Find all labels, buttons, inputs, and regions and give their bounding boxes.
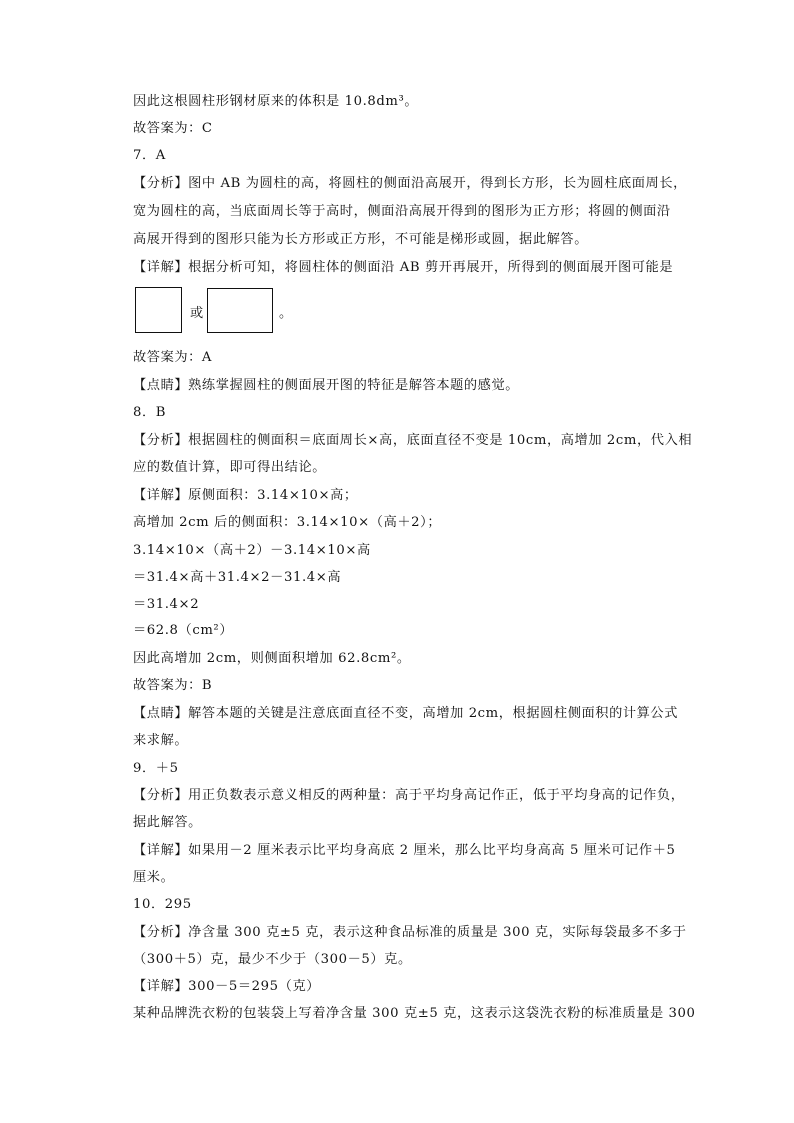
- net-figure: [135, 287, 335, 335]
- text-line: 据此解答。: [133, 815, 202, 830]
- text-line: 厘米。: [133, 870, 175, 885]
- text-line: 高展开得到的图形只能为长方形或正方形，不可能是梯形或圆，据此解答。: [133, 232, 588, 247]
- text-line: 【详解】如果用－2 厘米表示比平均身高底 2 厘米，那么比平均身高高 5 厘米可记作＋5: [133, 843, 676, 858]
- text-line: （300＋5）克，最少不少于（300－5）克。: [133, 952, 412, 967]
- text-line: 3.14×10×（高＋2）－3.14×10×高: [133, 543, 371, 558]
- text-line: 【点睛】解答本题的关键是注意底面直径不变，高增加 2cm，根据圆柱侧面积的计算公式: [133, 706, 679, 721]
- question-number: 9．＋5: [133, 761, 179, 776]
- text-line: 【分析】净含量 300 克±5 克，表示这种食品标准的质量是 300 克，实际每袋最多不多于: [133, 925, 687, 940]
- text-line: 【分析】用正负数表示意义相反的两种量：高于平均身高记作正，低于平均身高的记作负，: [133, 788, 685, 803]
- text-line: 来求解。: [133, 733, 189, 748]
- text-line: ＝62.8（cm²）: [133, 623, 234, 638]
- question-number: 10．295: [133, 897, 192, 912]
- text-line: 【详解】根据分析可知，将圆柱体的侧面沿 AB 剪开再展开，所得到的侧面展开图可能是: [133, 260, 674, 275]
- text-line: 因此高增加 2cm，则侧面积增加 62.8cm²。: [133, 651, 411, 666]
- text-line: 故答案为：A: [133, 350, 213, 365]
- text-line: 某种品牌洗衣粉的包装袋上写着净含量 300 克±5 克，这表示这袋洗衣粉的标准质量是 300: [133, 1006, 696, 1021]
- text-line: 高增加 2cm 后的侧面积：3.14×10×（高＋2）；: [133, 515, 442, 530]
- question-number: 8．B: [133, 405, 167, 420]
- question-number: 7．A: [133, 148, 166, 163]
- text-line: 【点睛】熟练掌握圆柱的侧面展开图的特征是解答本题的感觉。: [133, 378, 520, 393]
- text-line: ＝31.4×2: [133, 597, 200, 612]
- period-mark: 。: [279, 306, 293, 321]
- text-line: 【分析】图中 AB 为圆柱的高，将圆柱的侧面沿高展开，得到长方形，长为圆柱底面周长，: [133, 176, 687, 191]
- or-label: 或: [190, 306, 204, 321]
- text-line: 【分析】根据圆柱的侧面积＝底面周长×高，底面直径不变是 10cm，高增加 2cm，代入相: [133, 433, 693, 448]
- text-line: 【详解】原侧面积：3.14×10×高；: [133, 488, 358, 503]
- text-line: 故答案为：B: [133, 678, 213, 693]
- text-line: 应的数值计算，即可得出结论。: [133, 460, 327, 475]
- text-line: 宽为圆柱的高，当底面周长等于高时，侧面沿高展开得到的图形为正方形；将圆的侧面沿: [133, 204, 671, 219]
- square-shape: [135, 287, 182, 333]
- text-line: 因此这根圆柱形钢材原来的体积是 10.8dm³。: [133, 94, 419, 109]
- text-line: 故答案为：C: [133, 121, 213, 136]
- text-line: ＝31.4×高＋31.4×2－31.4×高: [133, 570, 342, 585]
- rectangle-shape: [207, 288, 273, 333]
- text-line: 【详解】300－5＝295（克）: [133, 979, 321, 994]
